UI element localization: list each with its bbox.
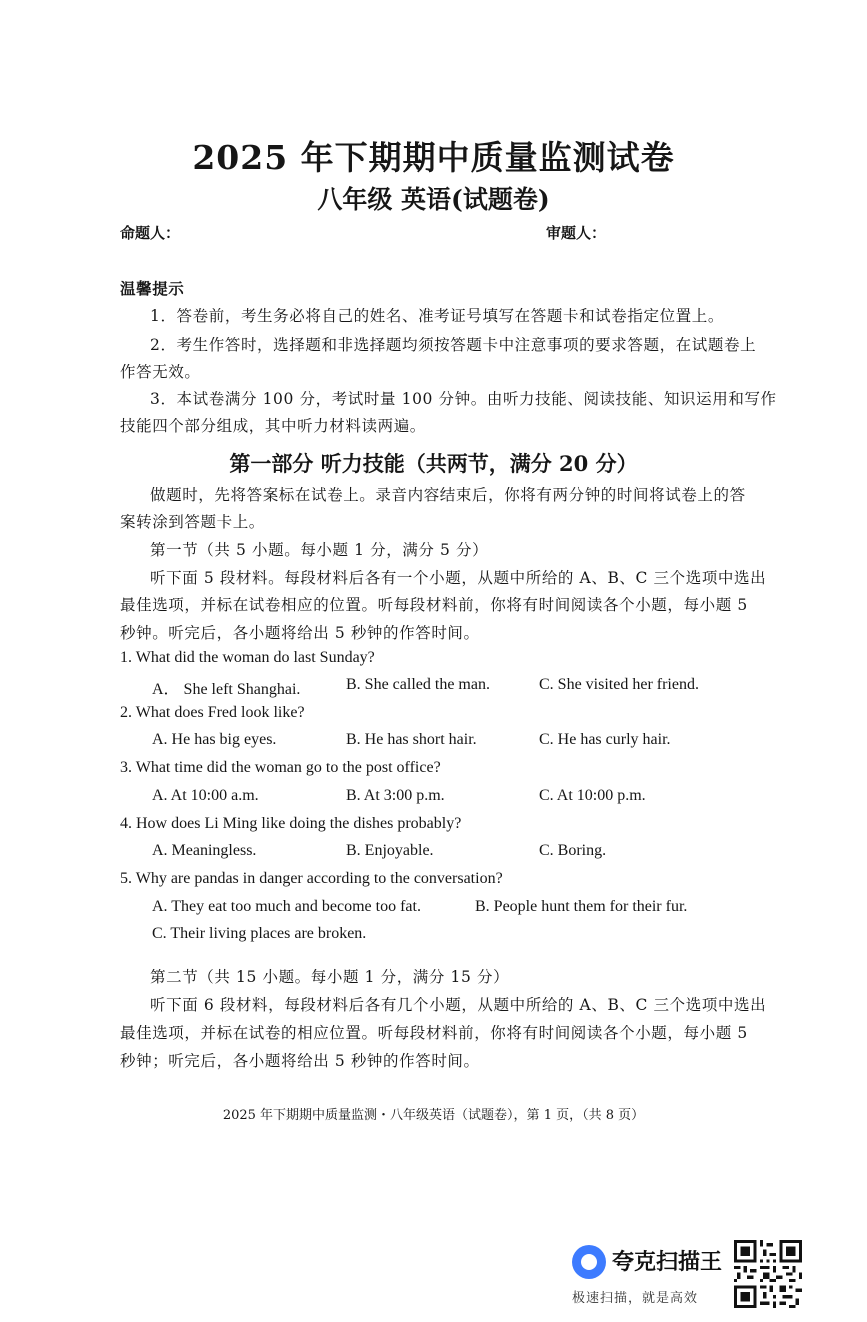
scanner-watermark [572,1239,732,1309]
exam-title: 2025 年下期期中质量监测试卷 [192,138,675,177]
part-one-title: 第一部分 听力技能（共两节，满分 20 分） [229,451,638,476]
option-c: C. He has curly hair. [539,731,671,748]
question-stem: 2. What does Fred look like? [120,704,305,721]
section-two-instructions: 听下面 6 段材料，每段材料后各有几个小题，从题中所给的 A、B、C 三个选项中选出 [150,996,767,1014]
qr-code-icon [734,1240,802,1308]
option-b: B. Enjoyable. [346,842,434,859]
reviewer-label: 审题人： [546,224,607,242]
option-a: A. He has big eyes. [152,731,277,748]
section-two-instructions-3: 秒钟；听完后，各小题将给出 5 秒钟的作答时间。 [120,1052,480,1070]
section-one-instructions-3: 秒钟。听完后，各小题将给出 5 秒钟的作答时间。 [120,624,480,642]
question-stem: 3. What time did the woman go to the post office? [120,759,441,776]
scanner-brand-name: 夸克扫描王 [612,1250,723,1275]
tips-heading: 温馨提示 [120,279,185,298]
tip-item-3: 3．本试卷满分 100 分，考试时量 100 分钟。由听力技能、阅读技能、知识运用和写作 [150,390,777,408]
option-b: B. He has short hair. [346,731,477,748]
tip-item-1: 1．答卷前，考生务必将自己的姓名、准考证号填写在答题卡和试卷指定位置上。 [150,307,724,325]
option-a: A. They eat too much and become too fat. [152,898,421,915]
section-one-instructions: 听下面 5 段材料。每段材料后各有一个小题，从题中所给的 A、B、C 三个选项中选出 [150,569,767,587]
tip-item-3-cont: 技能四个部分组成，其中听力材料读两遍。 [120,417,426,435]
option-c: C. She visited her friend. [539,676,699,693]
option-c: C. At 10:00 p.m. [539,787,646,804]
option-c: C. Boring. [539,842,607,859]
option-c: C. Their living places are broken. [152,925,367,942]
section-two-instructions-2: 最佳选项，并标在试卷的相应位置。听每段材料前，你将有时间阅读各个小题，每小题 5 [120,1024,748,1042]
scanner-logo-icon [572,1245,606,1279]
question-stem: 4. How does Li Ming like doing the dishes probably? [120,815,462,832]
question-stem: 1. What did the woman do last Sunday? [120,649,375,666]
tip-item-2: 2．考生作答时，选择题和非选择题均须按答题卡中注意事项的要求答题，在试题卷上 [150,336,757,354]
exam-subtitle: 八年级 英语(试题卷) [317,185,550,214]
tip-item-2-cont: 作答无效。 [120,363,201,381]
section-one-instructions-2: 最佳选项，并标在试卷相应的位置。听每段材料前，你将有时间阅读各个小题，每小题 5 [120,596,748,614]
section-one-heading: 第一节（共 5 小题。每小题 1 分，满分 5 分） [150,541,489,559]
option-a: A. At 10:00 a.m. [152,787,259,804]
option-a: A. Meaningless. [152,842,257,859]
option-a: A． She left Shanghai. [152,681,301,698]
setter-label: 命题人： [120,224,181,242]
part-one-intro-cont: 案转涂到答题卡上。 [120,513,265,531]
page-footer: 2025 年下期期中质量监测・八年级英语（试题卷），第 1 页，（共 8 页） [222,1108,645,1123]
option-b: B. She called the man. [346,676,490,693]
option-b: B. People hunt them for their fur. [475,898,688,915]
question-stem: 5. Why are pandas in danger according to the conversation? [120,870,503,887]
scanner-slogan: 极速扫描，就是高效 [572,1291,699,1306]
part-one-intro: 做题时，先将答案标在试卷上。录音内容结束后，你将有两分钟的时间将试卷上的答 [150,486,746,504]
option-b: B. At 3:00 p.m. [346,787,445,804]
section-two-heading: 第二节（共 15 小题。每小题 1 分，满分 15 分） [150,968,510,986]
